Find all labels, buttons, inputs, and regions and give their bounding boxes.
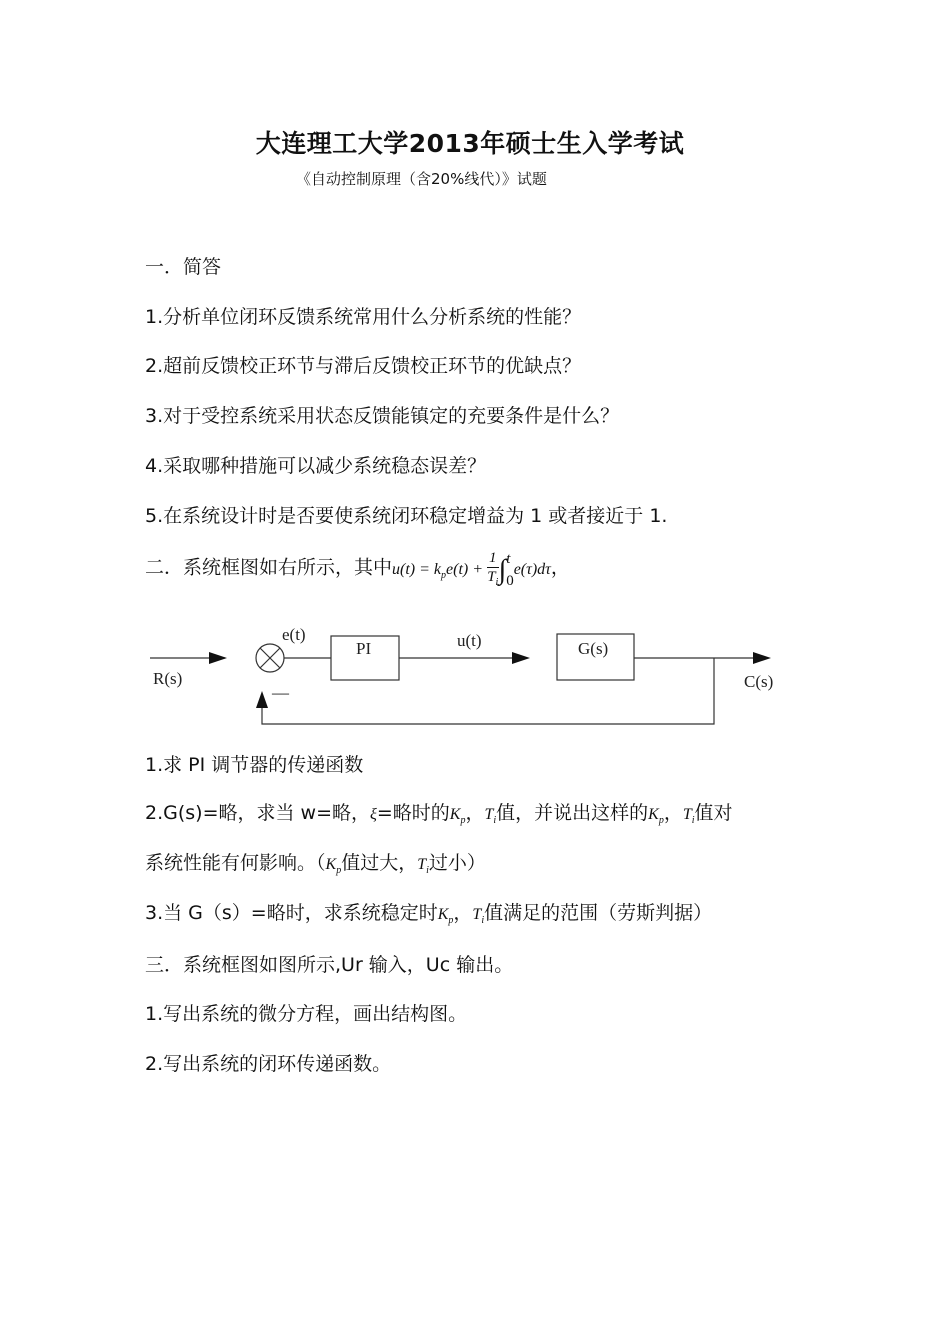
integrand: e(τ)dτ xyxy=(513,560,551,578)
q2-comma: ， xyxy=(465,802,485,824)
section2-question-1: 1.求 PI 调节器的传递函数 xyxy=(145,754,364,776)
ti4-sub: i xyxy=(481,915,485,927)
control-label: u(t) xyxy=(457,631,482,650)
kp3-sub: p xyxy=(336,865,342,877)
q2-text-d: 值对 xyxy=(694,802,733,824)
q3-comma: ， xyxy=(453,902,473,924)
output-arrow-icon xyxy=(753,652,771,664)
upper-limit: t xyxy=(506,551,511,567)
q2-comma-2: ， xyxy=(663,802,683,824)
ti-sub: i xyxy=(493,815,497,827)
xi-symbol: ξ xyxy=(370,806,377,823)
ti2-T: T xyxy=(682,806,692,823)
q2-line2-b: 值过大， xyxy=(341,852,418,874)
section2-heading: 二．系统框图如右所示，其中 xyxy=(145,556,393,579)
formula-lhs: u(t) = k xyxy=(392,560,442,578)
integral-icon: ∫ xyxy=(498,554,507,585)
section3-question-2: 2.写出系统的闭环传递函数。 xyxy=(145,1053,392,1075)
input-arrow-icon xyxy=(209,652,227,664)
section3-heading: 三．系统框图如图所示,Ur 输入，Uc 输出。 xyxy=(145,954,514,976)
q2-line2-c: 过小） xyxy=(428,852,486,874)
kp-symbol-3 xyxy=(325,856,342,877)
ti3-T: T xyxy=(417,856,427,873)
exam-title: 大连理工大学2013年硕士生入学考试 xyxy=(255,129,685,158)
ti4-T: T xyxy=(472,906,482,923)
fraction-numerator: 1 xyxy=(489,549,497,566)
pi-formula xyxy=(392,549,551,589)
exam-subtitle: 《自动控制原理（含20%线代）》试题 xyxy=(296,170,547,188)
kp4-sub: p xyxy=(448,915,454,927)
section2-question-3 xyxy=(145,898,712,926)
feedback-path xyxy=(262,658,714,724)
error-label: e(t) xyxy=(282,625,306,644)
kp-K: K xyxy=(449,806,461,823)
feedback-arrow-icon xyxy=(256,691,268,708)
formula-fraction xyxy=(487,549,499,592)
kp-symbol-2 xyxy=(648,806,664,827)
output-label: C(s) xyxy=(744,672,774,691)
control-arrow-icon xyxy=(512,652,530,664)
section1-heading: 一．简答 xyxy=(145,256,222,278)
formula-mid: e(t) + xyxy=(446,560,484,578)
section3-question-1: 1.写出系统的微分方程，画出结构图。 xyxy=(145,1003,468,1025)
ti2-sub: i xyxy=(691,815,695,827)
kp2-sub: p xyxy=(658,815,664,827)
ti-symbol xyxy=(484,806,497,827)
q3-text-a: 3.当 G（s）=略时，求系统稳定时 xyxy=(145,902,438,924)
section2-question-2-line2 xyxy=(145,848,486,876)
q2-text-c: 值，并说出这样的 xyxy=(496,802,649,824)
q2-line2-a: 系统性能有何影响。（ xyxy=(145,852,326,874)
section1-question-2: 2.超前反馈校正环节与滞后反馈校正环节的优缺点？ xyxy=(145,355,582,377)
q3-text-b: 值满足的范围（劳斯判据） xyxy=(484,902,713,924)
q2-text-a: 2.G(s)=略，求当 w=略， xyxy=(145,802,370,824)
section2-heading-line xyxy=(145,548,570,592)
kp-symbol xyxy=(449,806,466,827)
feedback-sign: — xyxy=(272,683,289,702)
ti-symbol-2 xyxy=(682,806,695,827)
formula-kp-sub: p xyxy=(441,569,447,581)
kp4-K: K xyxy=(437,906,449,923)
ti-T: T xyxy=(484,806,494,823)
block-diagram xyxy=(0,620,950,740)
fraction-den-T: T xyxy=(487,568,496,585)
kp2-K: K xyxy=(648,806,659,823)
plant-block-label: G(s) xyxy=(578,639,609,658)
kp3-K: K xyxy=(325,856,337,873)
section1-question-3: 3.对于受控系统采用状态反馈能镇定的充要条件是什么？ xyxy=(145,405,620,427)
input-label: R(s) xyxy=(153,669,183,688)
section2-question-2-line1 xyxy=(145,798,733,826)
formula-tail: ， xyxy=(550,556,570,579)
kp-symbol-4 xyxy=(437,906,454,927)
pi-block-label: PI xyxy=(356,639,372,658)
integral-limits xyxy=(506,548,514,592)
section1-question-1: 1.分析单位闭环反馈系统常用什么分析系统的性能？ xyxy=(145,306,582,328)
section1-question-4: 4.采取哪种措施可以减少系统稳态误差？ xyxy=(145,455,487,477)
q2-text-b: =略时的 xyxy=(376,802,450,824)
ti-symbol-4 xyxy=(472,906,485,927)
section1-question-5: 5.在系统设计时是否要使系统闭环稳定增益为 1 或者接近于 1. xyxy=(145,505,668,527)
fraction-denominator xyxy=(487,568,499,592)
ti-symbol-3 xyxy=(417,856,429,877)
lower-limit: 0 xyxy=(506,573,514,589)
ti3-sub: i xyxy=(426,865,429,877)
fraction-den-sub: i xyxy=(495,576,499,588)
kp-sub: p xyxy=(460,815,466,827)
